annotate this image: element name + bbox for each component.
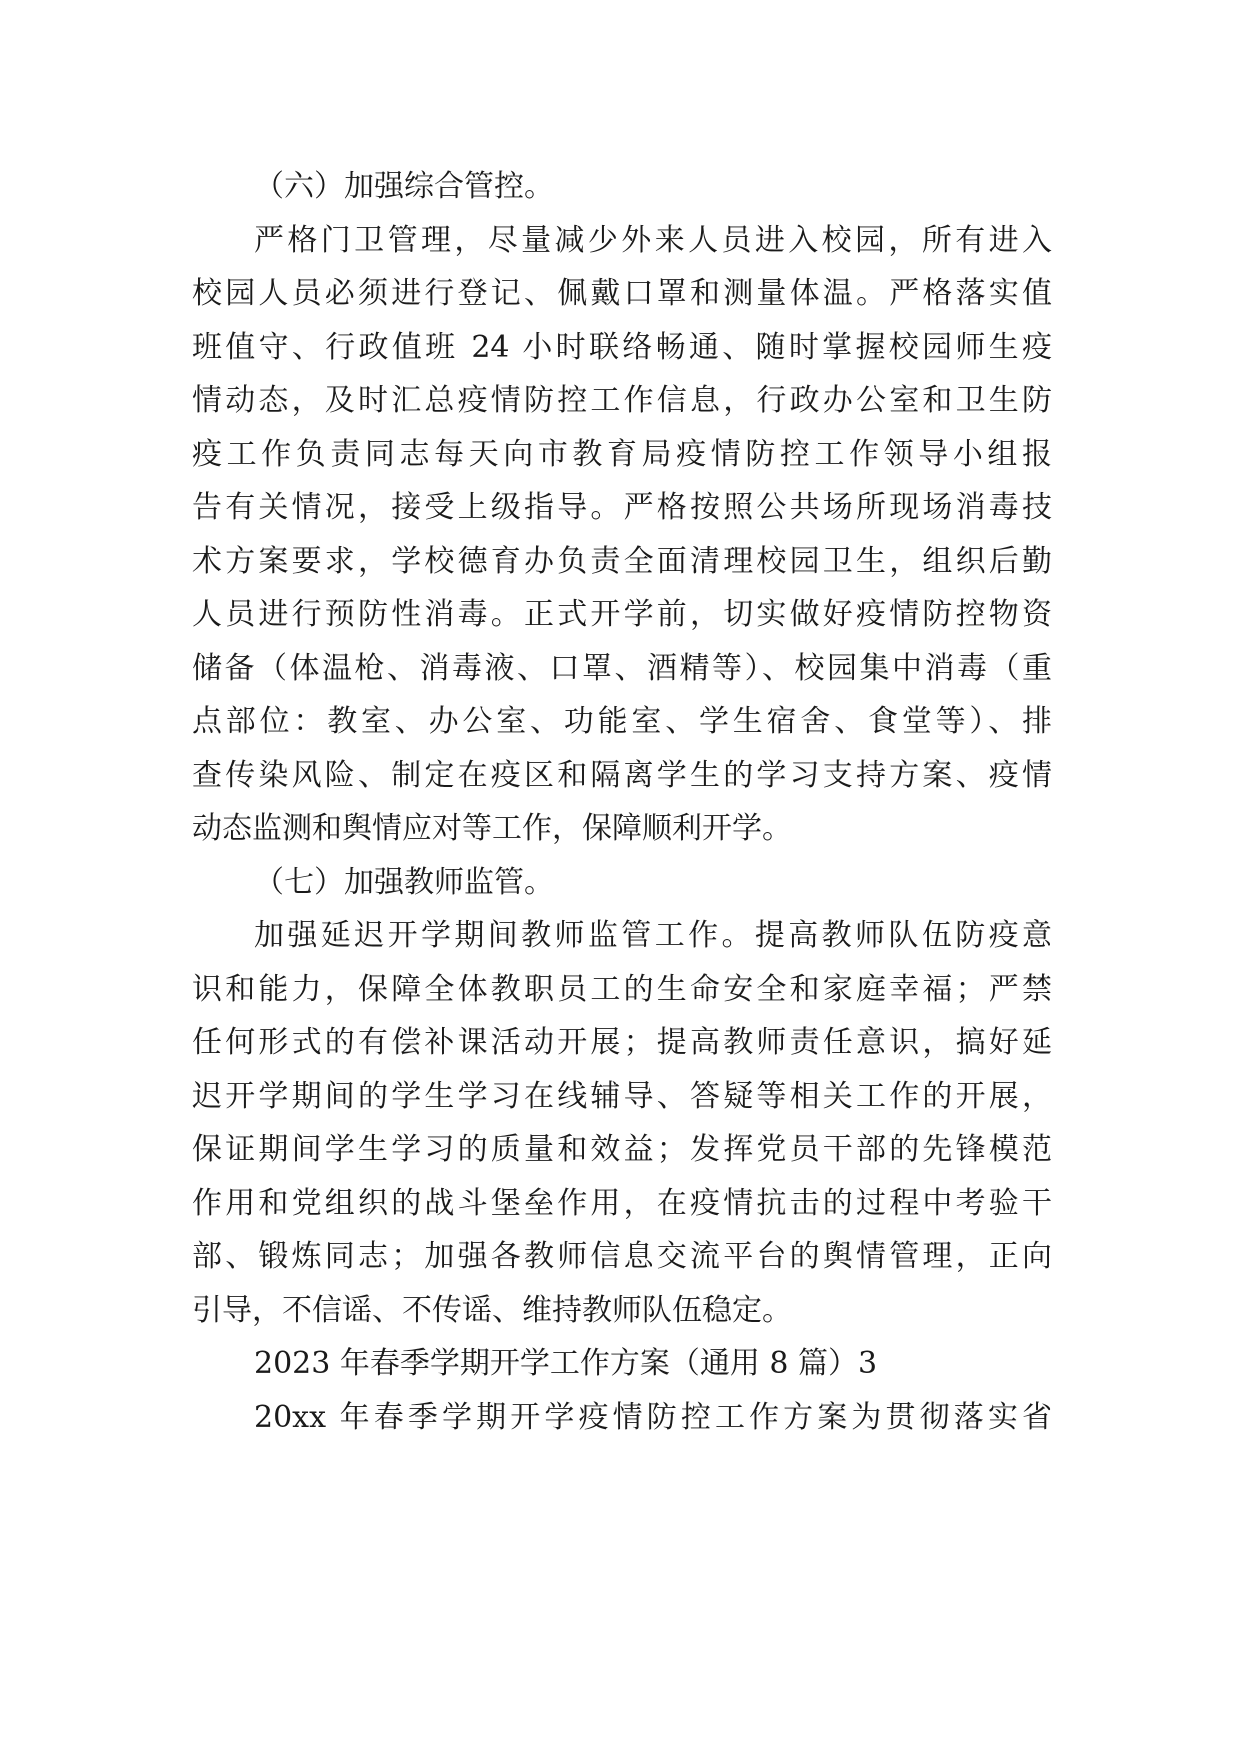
text-line: 点部位：教室、办公室、功能室、学生宿舍、食堂等）、排 (192, 704, 1052, 739)
text-line: 引导，不信谣、不传谣、维持教师队伍稳定。 (192, 1292, 792, 1328)
text-line: 疫工作负责同志每天向市教育局疫情防控工作领导小组报 (192, 436, 1052, 472)
text-line: 部、锻炼同志；加强各教师信息交流平台的舆情管理，正向 (192, 1239, 1052, 1274)
text-line: 加强延迟开学期间教师监管工作。提高教师队伍防疫意 (254, 918, 1052, 953)
text-line: （六）加强综合管控。 (254, 169, 554, 204)
text-line: 班值守、行政值班 24 小时联络畅通、随时掌握校园师生疫 (192, 329, 1052, 365)
text-line: 告有关情况，接受上级指导。严格按照公共场所现场消毒技 (192, 490, 1052, 525)
text-line: 校园人员必须进行登记、佩戴口罩和测量体温。严格落实值 (192, 276, 1052, 311)
text-line: 作用和党组织的战斗堡垒作用，在疫情抗击的过程中考验干 (192, 1185, 1052, 1221)
document-body (192, 160, 1052, 1444)
text-line: 情动态，及时汇总疫情防控工作信息，行政办公室和卫生防 (192, 383, 1052, 418)
text-line: 20xx 年春季学期开学疫情防控工作方案为贯彻落实省 (254, 1399, 1052, 1435)
text-line: 查传染风险、制定在疫区和隔离学生的学习支持方案、疫情 (192, 757, 1052, 793)
text-line: 保证期间学生学习的质量和效益；发挥党员干部的先锋模范 (192, 1132, 1052, 1167)
text-line: （七）加强教师监管。 (254, 864, 554, 900)
text-line: 人员进行预防性消毒。正式开学前，切实做好疫情防控物资 (192, 597, 1052, 632)
text-line: 2023 年春季学期开学工作方案（通用 8 篇）3 (254, 1346, 878, 1381)
text-line: 术方案要求，学校德育办负责全面清理校园卫生，组织后勤 (192, 543, 1052, 579)
text-line: 迟开学期间的学生学习在线辅导、答疑等相关工作的开展， (192, 1078, 1052, 1114)
text-line: 严格门卫管理，尽量减少外来人员进入校园，所有进入 (254, 222, 1052, 258)
text-line: 储备（体温枪、消毒液、口罩、酒精等）、校园集中消毒（重 (192, 650, 1052, 686)
text-line: 动态监测和舆情应对等工作，保障顺利开学。 (192, 811, 792, 846)
text-line: 识和能力，保障全体教职员工的生命安全和家庭幸福；严禁 (192, 971, 1052, 1007)
text-line: 任何形式的有偿补课活动开展；提高教师责任意识，搞好延 (192, 1025, 1052, 1060)
